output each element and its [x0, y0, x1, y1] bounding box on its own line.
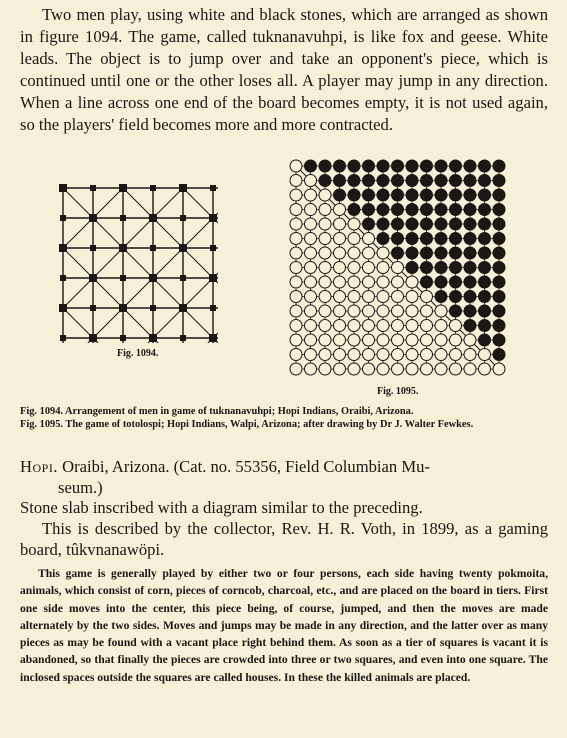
black-stone: [421, 262, 433, 274]
collector-paragraph: This is described by the collector, Rev. H. R. Voth, in 1899, as a gaming board, tûkvnanawöpi.: [20, 519, 548, 559]
black-stone: [305, 160, 317, 172]
white-stone: [450, 320, 462, 332]
board-man: [120, 335, 126, 341]
black-stone: [392, 204, 404, 216]
white-stone: [319, 334, 331, 346]
white-stone: [363, 291, 375, 303]
black-stone: [435, 189, 447, 201]
white-stone: [305, 334, 317, 346]
white-stone: [363, 305, 375, 317]
white-stone: [319, 247, 331, 259]
white-stone: [290, 320, 302, 332]
black-stone: [334, 160, 346, 172]
white-stone: [406, 320, 418, 332]
board-man: [119, 244, 127, 252]
board-man: [180, 335, 186, 341]
board-man: [90, 245, 96, 251]
black-stone: [493, 262, 505, 274]
white-stone: [334, 334, 346, 346]
black-stone: [421, 233, 433, 245]
black-stone: [406, 247, 418, 259]
black-stone: [377, 160, 389, 172]
board-man: [210, 185, 216, 191]
black-stone: [479, 247, 491, 259]
white-stone: [435, 305, 447, 317]
catalog-entry: [20, 456, 548, 498]
board-man: [150, 245, 156, 251]
white-stone: [377, 320, 389, 332]
white-stone: [406, 291, 418, 303]
white-stone: [392, 334, 404, 346]
white-stone: [348, 349, 360, 361]
white-stone: [406, 334, 418, 346]
figure-captions: [20, 405, 548, 431]
board-man: [149, 274, 157, 282]
black-stone: [450, 233, 462, 245]
black-stone: [493, 233, 505, 245]
quote-paragraph: This game is generally played by either two or four persons, each side having twenty pokmoita, animals, which consist of corn, pieces of corncob, charcoal, etc., and are placed on the board in tiers. First one side moves into the center, this piece being, of course, jumped, and then the moves are made alternately by the two sides. Moves and jumps may be made in any direction, and the latter over as many pieces as may be found with a vacant place right behind them. As soon as a tier of squares is vacant it is abandoned, so that finally the pieces are crowded into three or two squares, and even into one square. The inclosed spaces outside the squares are called houses. In these the killed animals are placed.: [20, 567, 548, 684]
black-stone: [392, 247, 404, 259]
board-man: [60, 215, 66, 221]
black-stone: [348, 189, 360, 201]
white-stone: [363, 320, 375, 332]
black-stone: [406, 218, 418, 230]
black-stone: [493, 218, 505, 230]
white-stone: [392, 305, 404, 317]
board-man: [59, 304, 67, 312]
white-stone: [290, 291, 302, 303]
white-stone: [377, 334, 389, 346]
board-man: [90, 305, 96, 311]
black-stone: [479, 189, 491, 201]
black-stone: [406, 189, 418, 201]
black-stone: [479, 175, 491, 187]
white-stone: [305, 189, 317, 201]
white-stone: [290, 175, 302, 187]
black-stone: [406, 262, 418, 274]
black-stone: [479, 334, 491, 346]
black-stone: [450, 291, 462, 303]
white-stone: [421, 363, 433, 375]
black-stone: [363, 175, 375, 187]
black-stone: [464, 262, 476, 274]
white-stone: [363, 262, 375, 274]
white-stone: [392, 349, 404, 361]
board-man: [149, 214, 157, 222]
white-stone: [464, 363, 476, 375]
black-stone: [435, 233, 447, 245]
white-stone: [305, 349, 317, 361]
black-stone: [421, 160, 433, 172]
black-stone: [406, 160, 418, 172]
white-stone: [334, 233, 346, 245]
black-stone: [377, 175, 389, 187]
white-stone: [319, 218, 331, 230]
white-stone: [305, 291, 317, 303]
board-man: [60, 275, 66, 281]
board-man: [210, 305, 216, 311]
black-stone: [392, 160, 404, 172]
white-stone: [363, 334, 375, 346]
black-stone: [392, 233, 404, 245]
white-stone: [392, 320, 404, 332]
white-stone: [363, 363, 375, 375]
board-man: [150, 305, 156, 311]
black-stone: [435, 160, 447, 172]
black-stone: [392, 218, 404, 230]
white-stone: [450, 334, 462, 346]
black-stone: [464, 160, 476, 172]
location-catalog: Oraibi, Arizona. (Cat. no. 55356, Field Columbian Mu-: [57, 457, 430, 476]
black-stone: [421, 276, 433, 288]
white-stone: [305, 204, 317, 216]
black-stone: [363, 160, 375, 172]
white-stone: [319, 320, 331, 332]
white-stone: [290, 233, 302, 245]
white-stone: [464, 334, 476, 346]
board-man: [120, 275, 126, 281]
white-stone: [348, 363, 360, 375]
black-stone: [493, 189, 505, 201]
white-stone: [464, 349, 476, 361]
black-stone: [392, 189, 404, 201]
black-stone: [435, 262, 447, 274]
white-stone: [319, 204, 331, 216]
board-man: [150, 185, 156, 191]
black-stone: [348, 204, 360, 216]
white-stone: [377, 363, 389, 375]
white-stone: [334, 349, 346, 361]
black-stone: [450, 160, 462, 172]
white-stone: [334, 305, 346, 317]
white-stone: [319, 276, 331, 288]
white-stone: [363, 276, 375, 288]
board-man: [60, 335, 66, 341]
black-stone: [479, 276, 491, 288]
black-stone: [421, 189, 433, 201]
tribe-name: Hopi.: [20, 457, 58, 476]
black-stone: [464, 233, 476, 245]
white-stone: [435, 320, 447, 332]
white-stone: [421, 320, 433, 332]
white-stone: [290, 218, 302, 230]
black-stone: [493, 247, 505, 259]
figure-1094-board: [58, 183, 218, 343]
black-stone: [334, 189, 346, 201]
white-stone: [377, 262, 389, 274]
black-stone: [435, 247, 447, 259]
white-stone: [348, 291, 360, 303]
white-stone: [305, 218, 317, 230]
black-stone: [319, 160, 331, 172]
white-stone: [290, 160, 302, 172]
white-stone: [305, 276, 317, 288]
white-stone: [319, 291, 331, 303]
black-stone: [464, 305, 476, 317]
white-stone: [334, 276, 346, 288]
white-stone: [406, 305, 418, 317]
white-stone: [377, 291, 389, 303]
white-stone: [334, 262, 346, 274]
white-stone: [421, 334, 433, 346]
white-stone: [290, 334, 302, 346]
board-man: [179, 304, 187, 312]
black-stone: [421, 204, 433, 216]
figure-1095-board: [288, 158, 510, 380]
black-stone: [464, 175, 476, 187]
intro-paragraph: Two men play, using white and black stones, which are arranged as shown in figure 1094. The game, called tuknanavuhpi, is like fox and geese. White leads. The object is to jump over and take an opponent's piece, which is continued until one or the other loses all. A player may jump in any direction. When a line across one end of the board becomes empty, it is not used again, so the players' field becomes more and more contracted.: [20, 5, 548, 134]
black-stone: [435, 204, 447, 216]
white-stone: [290, 262, 302, 274]
white-stone: [334, 320, 346, 332]
white-stone: [421, 305, 433, 317]
black-stone: [334, 175, 346, 187]
black-stone: [421, 247, 433, 259]
black-stone: [464, 276, 476, 288]
black-stone: [493, 291, 505, 303]
white-stone: [392, 262, 404, 274]
white-stone: [377, 276, 389, 288]
black-stone: [493, 320, 505, 332]
white-stone: [435, 363, 447, 375]
black-stone: [435, 291, 447, 303]
white-stone: [305, 233, 317, 245]
white-stone: [290, 189, 302, 201]
black-stone: [493, 175, 505, 187]
white-stone: [392, 291, 404, 303]
black-stone: [435, 276, 447, 288]
board-man: [179, 184, 187, 192]
board-man: [209, 274, 217, 282]
white-stone: [305, 175, 317, 187]
white-stone: [319, 262, 331, 274]
white-stone: [319, 189, 331, 201]
white-stone: [479, 349, 491, 361]
black-stone: [464, 218, 476, 230]
description-line: Stone slab inscribed with a diagram similar to the preceding.: [20, 498, 423, 517]
black-stone: [479, 204, 491, 216]
caption-1095: Fig. 1095. The game of totolospi; Hopi Indians, Walpi, Arizona; after drawing by Dr J. Walter Fewkes.: [20, 419, 474, 430]
board-man: [120, 215, 126, 221]
white-stone: [348, 334, 360, 346]
white-stone: [290, 247, 302, 259]
black-stone: [348, 175, 360, 187]
black-stone: [464, 247, 476, 259]
white-stone: [319, 305, 331, 317]
board-man: [180, 275, 186, 281]
white-stone: [334, 291, 346, 303]
white-stone: [305, 320, 317, 332]
board-man: [89, 334, 97, 342]
black-stone: [479, 305, 491, 317]
white-stone: [319, 233, 331, 245]
black-stone: [479, 262, 491, 274]
white-stone: [450, 363, 462, 375]
white-stone: [479, 363, 491, 375]
black-stone: [421, 218, 433, 230]
white-stone: [348, 218, 360, 230]
black-stone: [363, 204, 375, 216]
white-stone: [421, 291, 433, 303]
white-stone: [435, 349, 447, 361]
black-stone: [348, 160, 360, 172]
white-stone: [319, 349, 331, 361]
white-stone: [406, 363, 418, 375]
board-man: [89, 214, 97, 222]
white-stone: [450, 349, 462, 361]
black-stone: [479, 160, 491, 172]
black-stone: [450, 218, 462, 230]
catalog-continuation: seum.): [58, 478, 103, 497]
board-man: [149, 334, 157, 342]
black-stone: [450, 189, 462, 201]
board-man: [179, 244, 187, 252]
board-man: [210, 245, 216, 251]
black-stone: [493, 349, 505, 361]
white-stone: [334, 363, 346, 375]
black-stone: [479, 320, 491, 332]
black-stone: [464, 204, 476, 216]
white-stone: [406, 276, 418, 288]
black-stone: [421, 175, 433, 187]
white-stone: [363, 349, 375, 361]
board-man: [209, 214, 217, 222]
black-stone: [479, 218, 491, 230]
black-stone: [435, 218, 447, 230]
figure-1095-label: Fig. 1095.: [377, 386, 419, 397]
black-stone: [319, 175, 331, 187]
white-stone: [290, 349, 302, 361]
black-stone: [450, 175, 462, 187]
black-stone: [377, 233, 389, 245]
white-stone: [334, 204, 346, 216]
black-stone: [406, 233, 418, 245]
white-stone: [348, 247, 360, 259]
white-stone: [290, 204, 302, 216]
white-stone: [305, 305, 317, 317]
white-stone: [435, 334, 447, 346]
white-stone: [406, 349, 418, 361]
white-stone: [290, 305, 302, 317]
white-stone: [392, 276, 404, 288]
black-stone: [464, 320, 476, 332]
white-stone: [305, 247, 317, 259]
white-stone: [377, 349, 389, 361]
black-stone: [363, 218, 375, 230]
black-stone: [377, 189, 389, 201]
black-stone: [493, 276, 505, 288]
board-man: [90, 185, 96, 191]
white-stone: [290, 276, 302, 288]
white-stone: [305, 363, 317, 375]
black-stone: [450, 204, 462, 216]
black-stone: [435, 175, 447, 187]
white-stone: [421, 349, 433, 361]
black-stone: [377, 204, 389, 216]
white-stone: [377, 247, 389, 259]
black-stone: [493, 305, 505, 317]
black-stone: [406, 175, 418, 187]
board-man: [119, 304, 127, 312]
black-stone: [450, 247, 462, 259]
black-stone: [450, 262, 462, 274]
white-stone: [377, 305, 389, 317]
white-stone: [348, 320, 360, 332]
black-stone: [493, 160, 505, 172]
black-stone: [377, 218, 389, 230]
white-stone: [363, 247, 375, 259]
white-stone: [334, 218, 346, 230]
black-stone: [479, 233, 491, 245]
black-stone: [493, 334, 505, 346]
black-stone: [479, 291, 491, 303]
black-stone: [464, 291, 476, 303]
black-stone: [406, 204, 418, 216]
board-man: [119, 184, 127, 192]
black-stone: [464, 189, 476, 201]
black-stone: [363, 189, 375, 201]
black-stone: [450, 276, 462, 288]
board-man: [209, 334, 217, 342]
black-stone: [493, 204, 505, 216]
board-man: [89, 274, 97, 282]
white-stone: [334, 247, 346, 259]
white-stone: [348, 262, 360, 274]
white-stone: [305, 262, 317, 274]
white-stone: [319, 363, 331, 375]
white-stone: [348, 305, 360, 317]
figure-1094-label: Fig. 1094.: [117, 348, 159, 359]
white-stone: [290, 363, 302, 375]
black-stone: [450, 305, 462, 317]
white-stone: [363, 233, 375, 245]
caption-1094: Fig. 1094. Arrangement of men in game of tuknanavuhpi; Hopi Indians, Oraibi, Arizona.: [20, 406, 414, 417]
board-man: [59, 184, 67, 192]
white-stone: [392, 363, 404, 375]
board-man: [180, 215, 186, 221]
white-stone: [348, 276, 360, 288]
board-man: [59, 244, 67, 252]
black-stone: [392, 175, 404, 187]
white-stone: [493, 363, 505, 375]
white-stone: [348, 233, 360, 245]
